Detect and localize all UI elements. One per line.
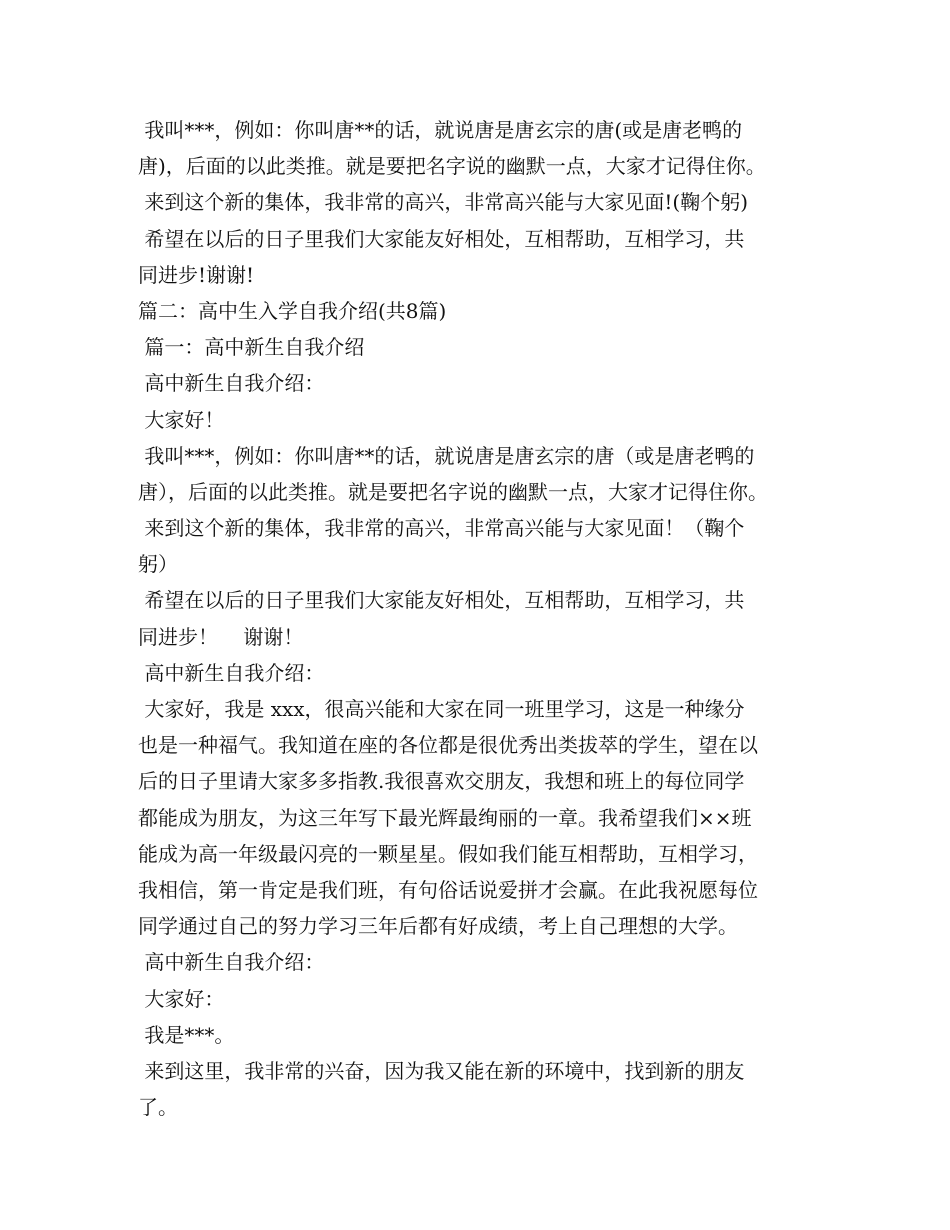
text-line: 也是一种福气。我知道在座的各位都是很优秀出类拔萃的学生，望在以 (138, 733, 758, 758)
text-line: 唐)，后面的以此类推。就是要把名字说的幽默一点，大家才记得住你。 (138, 154, 766, 179)
text-line: 我相信，第一肯定是我们班，有句俗话说爱拼才会赢。在此我祝愿每位 (138, 877, 758, 902)
text-line: 同进步！ 谢谢！ (138, 624, 304, 649)
text-line: 大家好： (138, 986, 225, 1011)
text-line: 大家好，我是 xxx，很高兴能和大家在同一班里学习，这是一种缘分 (138, 697, 745, 721)
text-line: 高中新生自我介绍： (138, 660, 325, 685)
document-body (138, 112, 828, 1125)
text-line: 我叫***，例如：你叫唐**的话，就说唐是唐玄宗的唐（或是唐老鸭的 (138, 443, 755, 468)
text-line: 了。 (138, 1095, 178, 1120)
text-line: 能成为高一年级最闪亮的一颗星星。假如我们能互相帮助，互相学习， (138, 841, 758, 866)
text-line: 来到这个新的集体，我非常的高兴，非常高兴能与大家见面！（鞠个 (138, 516, 745, 541)
text-line: 希望在以后的日子里我们大家能友好相处，互相帮助，互相学习，共 (138, 226, 745, 251)
text-line: 高中新生自我介绍： (138, 950, 325, 975)
text-line: 希望在以后的日子里我们大家能友好相处，互相帮助，互相学习，共 (138, 588, 745, 613)
text-line: 躬） (138, 552, 178, 577)
text-line: 我是***。 (138, 1022, 235, 1047)
text-line: 大家好！ (138, 407, 225, 432)
text-line: 我叫***，例如：你叫唐**的话，就说唐是唐玄宗的唐(或是唐老鸭的 (138, 118, 743, 142)
text-line: 来到这里，我非常的兴奋，因为我又能在新的环境中，找到新的朋友 (138, 1058, 745, 1083)
text-line: 高中新生自我介绍： (138, 371, 325, 396)
text-line: 来到这个新的集体，我非常的高兴，非常高兴能与大家见面!(鞠个躬) (138, 190, 748, 215)
subsection-heading: 篇一：高中新生自我介绍 (138, 335, 365, 360)
text-line: 唐），后面的以此类推。就是要把名字说的幽默一点，大家才记得住你。 (138, 479, 768, 504)
text-line: 后的日子里请大家多多指教.我很喜欢交朋友，我想和班上的每位同学 (138, 769, 745, 794)
text-line: 同学通过自己的努力学习三年后都有好成绩，考上自己理想的大学。 (138, 914, 738, 939)
text-line: 同进步!谢谢! (138, 262, 255, 287)
text-line: 都能成为朋友，为这三年写下最光辉最绚丽的一章。我希望我们××班 (138, 805, 752, 830)
section-heading: 篇二：高中生入学自我介绍(共8篇) (138, 298, 447, 323)
